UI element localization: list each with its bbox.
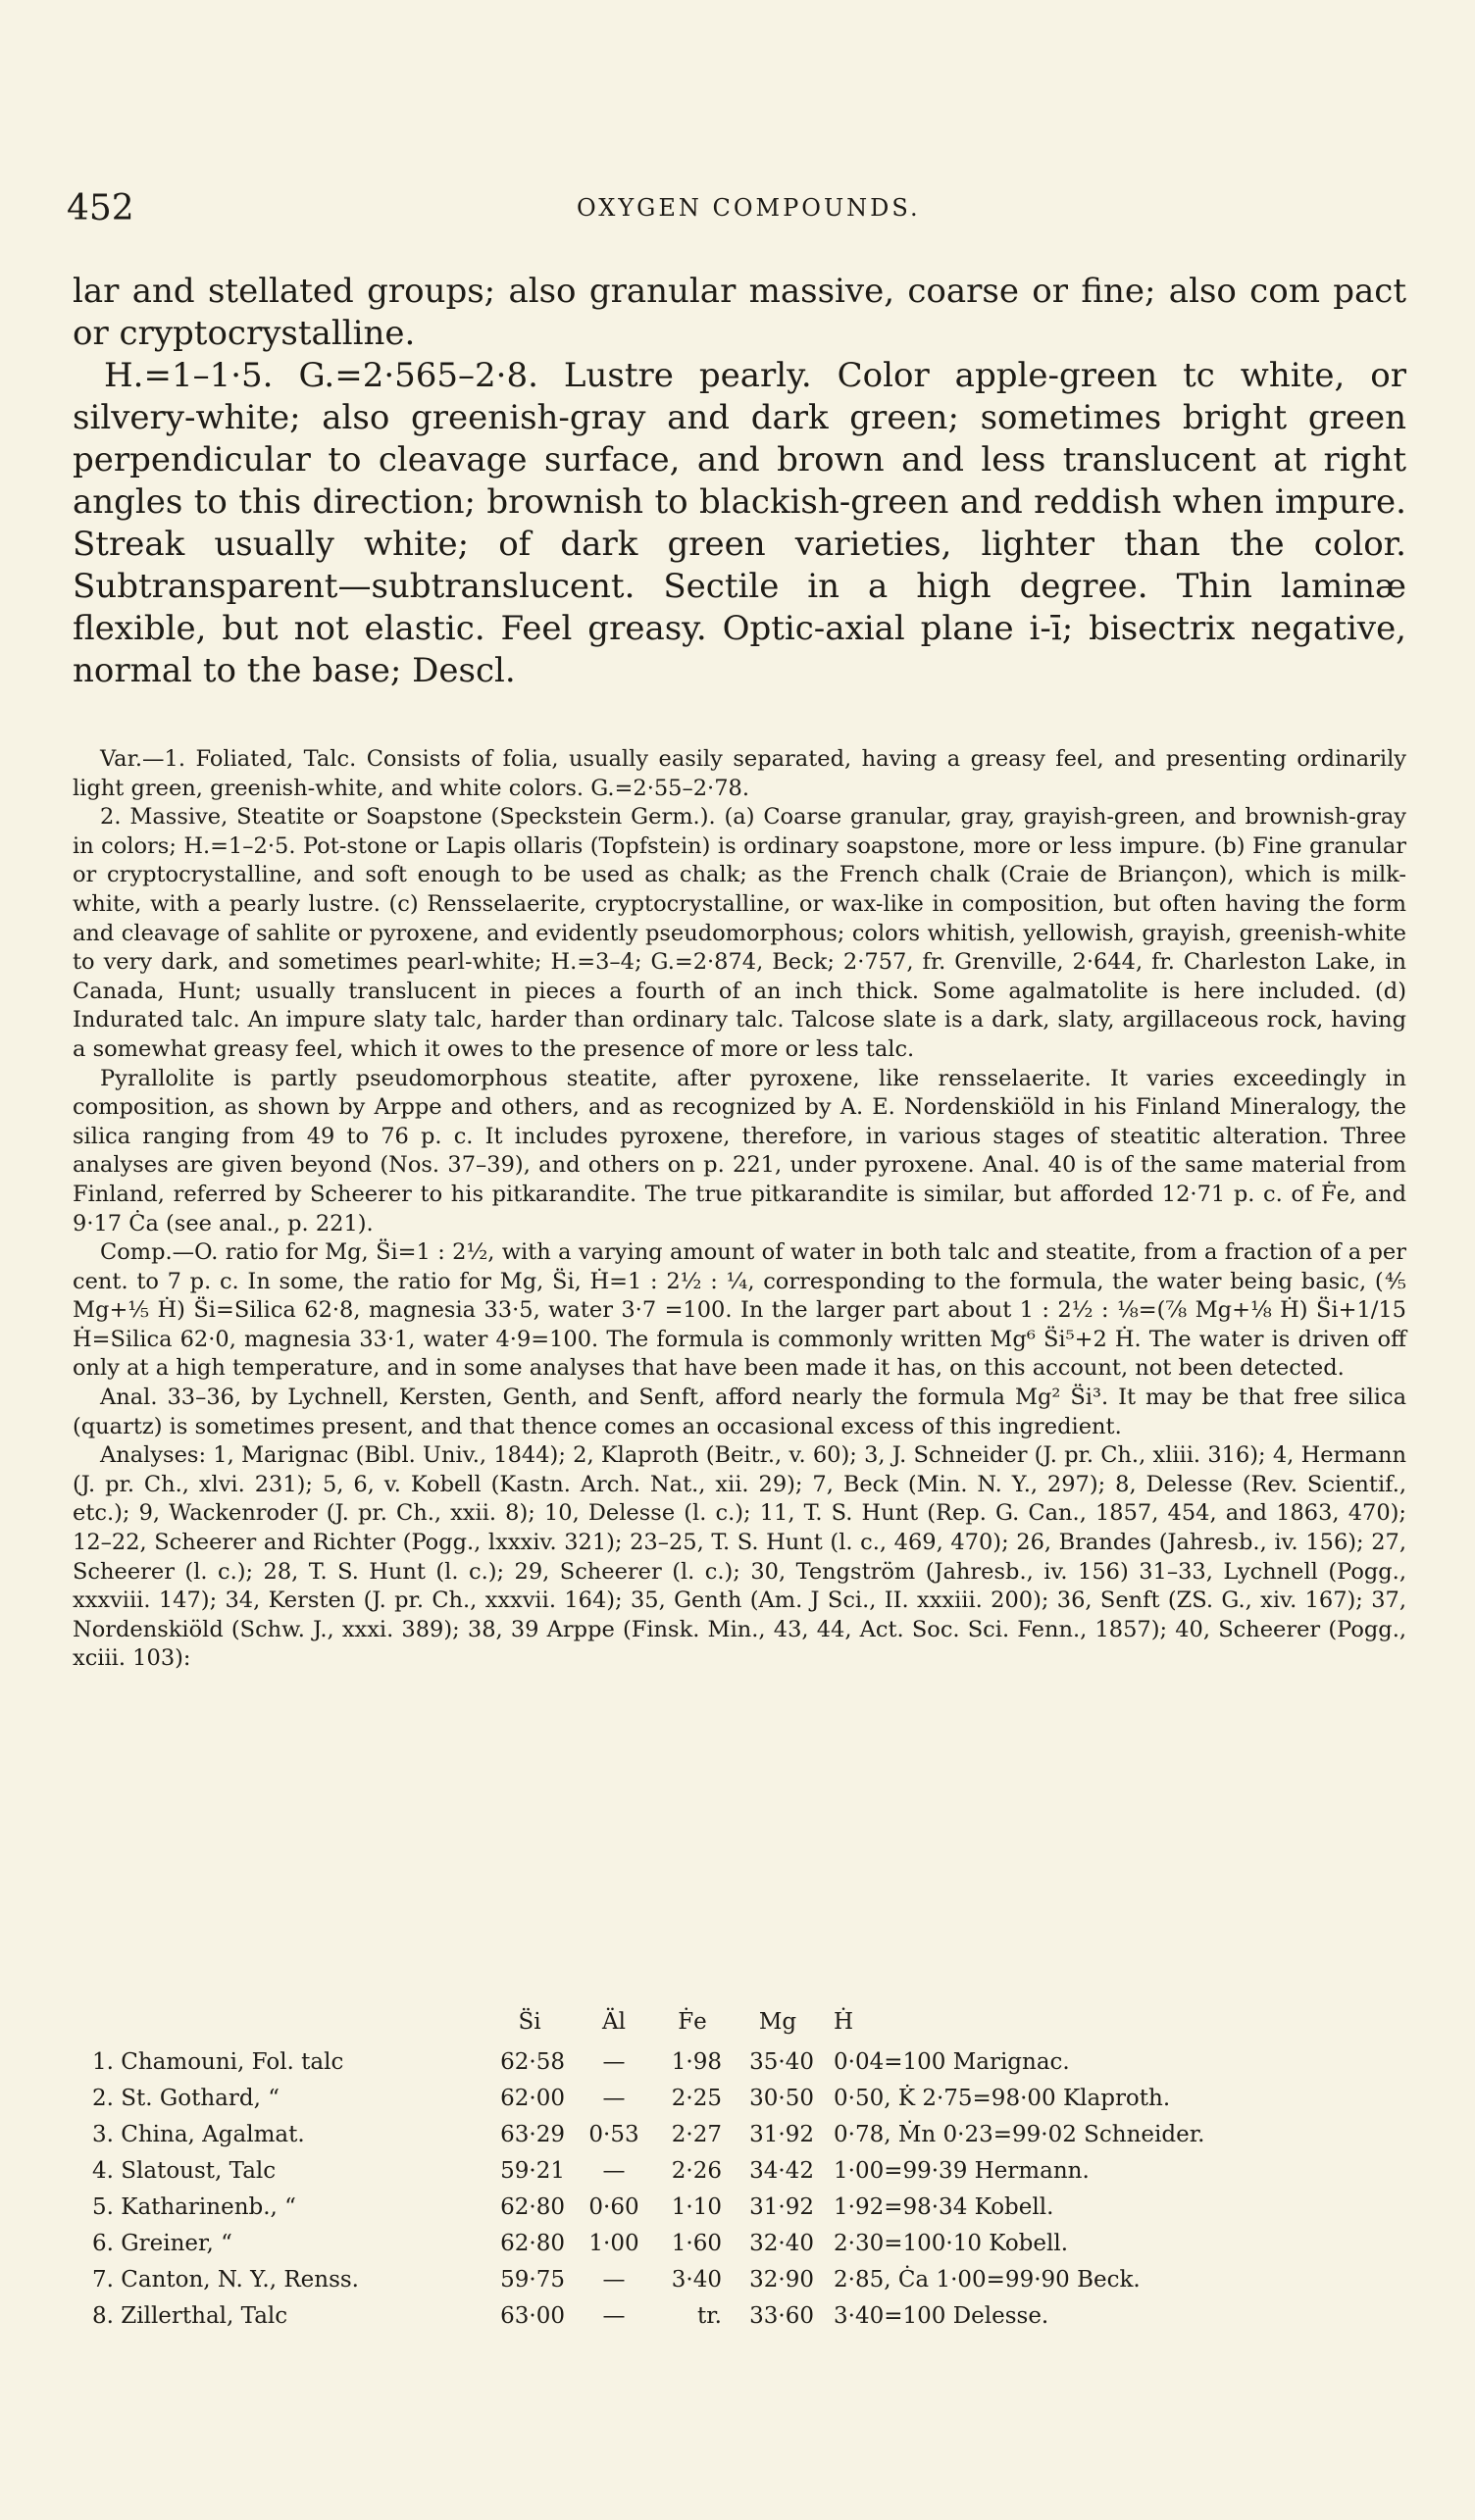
cell-al: 0·53	[588, 2121, 639, 2147]
lead-paragraph: H.=1–1·5. G.=2·565–2·8. Lustre pearly. Color apple-green tc white, or silvery-white; also greenish-gray and dark green; sometimes bright green perpendicular to cleavage surface, and brown and less translucent at right angles to this direction; brownish to blackish-green and reddish when impure. Streak usually white; of dark green varieties, lighter than the color. Subtransparent—subtranslucent. Sectile in a high degree. Thin laminæ flexible, but not elastic. Feel greasy. Optic-axial plane i-ī; bisectrix negative, normal to the base; Descl.	[73, 356, 1406, 690]
table-row	[82, 2225, 1215, 2261]
column-si: S̈i	[518, 2009, 541, 2035]
lead-paragraph: lar and stellated groups; also granular massive, coarse or fine; also com pact or cryptocrystalline.	[73, 272, 1406, 353]
column-al: Äl	[602, 2009, 626, 2035]
cell-al: 1·00	[588, 2230, 639, 2256]
row-label: 3. China, Agalmat.	[92, 2121, 305, 2147]
cell-h: 2·85, Ċa 1·00=99·90 Beck.	[834, 2266, 1141, 2293]
cell-al: —	[602, 2266, 626, 2293]
varieties-paragraph: Var.—1. Foliated, Talc. Consists of folia, usually easily separated, having a greasy feel, and presenting ordinarily light green, greenish-white, and white colors. G.=2·55–2·78.	[73, 746, 1406, 801]
cell-mg: 30·50	[749, 2085, 814, 2111]
cell-fe: 2·25	[671, 2085, 722, 2111]
cell-al: —	[602, 2157, 626, 2184]
cell-mg: 35·40	[749, 2048, 814, 2075]
cell-al: —	[602, 2085, 626, 2111]
row-label: 2. St. Gothard, “	[92, 2085, 280, 2111]
cell-si: 59·21	[500, 2157, 565, 2184]
cell-fe: 1·60	[671, 2230, 722, 2256]
cell-mg: 34·42	[749, 2157, 814, 2184]
analyses-table-header	[82, 2000, 1215, 2043]
cell-al: —	[602, 2048, 626, 2075]
table-row	[82, 2043, 1215, 2080]
cell-h: 1·92=98·34 Kobell.	[834, 2193, 1054, 2220]
cell-h: 0·04=100 Marignac.	[834, 2048, 1070, 2075]
table-row	[82, 2189, 1215, 2225]
row-label: 1. Chamouni, Fol. talc	[92, 2048, 344, 2075]
cell-fe: 3·40	[671, 2266, 722, 2293]
column-fe: Ḟe	[678, 2009, 707, 2035]
cell-si: 62·80	[500, 2193, 565, 2220]
column-mg: Mg	[758, 2009, 797, 2035]
page-number: 452	[67, 188, 134, 228]
massive-paragraph: 2. Massive, Steatite or Soapstone (Speckstein Germ.). (a) Coarse granular, gray, grayish-green, and brownish-gray in colors; H.=1–2·5. Pot-stone or Lapis ollaris (Topfstein) is ordinary soapstone, more or less impure. (b) Fine granular or cryptocrystalline, and soft enough to be used as chalk; as the French chalk (Craie de Briançon), which is milk-white, with a pearly lustre. (c) Rensselaerite, cryptocrystalline, or wax-like in composition, but often having the form and cleavage of sahlite or pyroxene, and evidently pseudomorphous; colors whitish, yellowish, grayish, greenish-white to very dark, and sometimes pearl-white; H.=3–4; G.=2·874, Beck; 2·757, fr. Grenville, 2·644, fr. Charleston Lake, in Canada, Hunt; usually translucent in pieces a fourth of an inch thick. Some agalmatolite is here included. (d) Indurated talc. An impure slaty talc, harder than ordinary talc. Talcose slate is a dark, slaty, argillaceous rock, having a somewhat greasy feel, which it owes to the presence of more or less talc.	[73, 804, 1406, 1062]
table-row	[82, 2297, 1215, 2334]
description-large-text	[73, 271, 1406, 692]
cell-fe: 2·27	[671, 2121, 722, 2147]
cell-h: 1·00=99·39 Hermann.	[834, 2157, 1090, 2184]
table-row	[82, 2116, 1215, 2152]
cell-h: 0·50, K̇ 2·75=98·00 Klaproth.	[834, 2085, 1171, 2111]
cell-fe: 1·10	[671, 2193, 722, 2220]
cell-h: 2·30=100·10 Kobell.	[834, 2230, 1069, 2256]
row-label: 7. Canton, N. Y., Renss.	[92, 2266, 359, 2293]
cell-al: —	[602, 2302, 626, 2329]
row-label: 5. Katharinenb., “	[92, 2193, 296, 2220]
table-row	[82, 2261, 1215, 2297]
cell-mg: 33·60	[749, 2302, 814, 2329]
cell-si: 62·58	[500, 2048, 565, 2075]
cell-mg: 32·40	[749, 2230, 814, 2256]
composition-paragraph: Comp.—O. ratio for Mg, S̈i=1 : 2½, with a varying amount of water in both talc and steatite, from a fraction of a per cent. to 7 p. c. In some, the ratio for Mg, S̈i, Ḣ=1 : 2½ : ¼, corresponding to the formula, the water being basic, (⅘ Mg+⅕ Ḣ) S̈i=Silica 62·8, magnesia 33·5, water 3·7 =100. In the larger part about 1 : 2½ : ⅛=(⅞ Mg+⅛ Ḣ) S̈i+1/15 Ḣ=Silica 62·0, magnesia 33·1, water 4·9=100. The formula is commonly written Mg⁶ S̈i⁵+2 Ḣ. The water is driven off only at a high temperature, and in some analyses that have been made it has, on this account, not been detected.	[73, 1239, 1406, 1382]
cell-mg: 32·90	[749, 2266, 814, 2293]
page-header	[67, 188, 1420, 237]
cell-si: 62·00	[500, 2085, 565, 2111]
analyses-references-paragraph: Analyses: 1, Marignac (Bibl. Univ., 1844); 2, Klaproth (Beitr., v. 60); 3, J. Schneider (J. pr. Ch., xliii. 316); 4, Hermann (J. pr. Ch., xlvi. 231); 5, 6, v. Kobell (Kastn. Arch. Nat., xii. 29); 7, Beck (Min. N. Y., 297); 8, Delesse (Rev. Scientif., etc.); 9, Wackenroder (J. pr. Ch., xxii. 8); 10, Delesse (l. c.); 11, T. S. Hunt (Rep. G. Can., 1857, 454, and 1863, 470); 12–22, Scheerer and Richter (Pogg., lxxxiv. 321); 23–25, T. S. Hunt (l. c., 469, 470); 26, Brandes (Jahresb., iv. 156); 27, Scheerer (l. c.); 28, T. S. Hunt (l. c.); 29, Scheerer (l. c.); 30, Tengström (Jahresb., iv. 156) 31–33, Lychnell (Pogg., xxxviii. 147); 34, Kersten (J. pr. Ch., xxxvii. 164); 35, Genth (Am. J Sci., II. xxxiii. 200); 36, Senft (ZS. G., xiv. 167); 37, Nordenskiöld (Schw. J., xxxi. 389); 38, 39 Arppe (Finsk. Min., 43, 44, Act. Soc. Sci. Fenn., 1857); 40, Scheerer (Pogg., xciii. 103):	[73, 1442, 1406, 1672]
cell-mg: 31·92	[749, 2193, 814, 2220]
cell-si: 63·29	[500, 2121, 565, 2147]
analyses-table	[82, 2000, 1215, 2334]
cell-mg: 31·92	[749, 2121, 814, 2147]
cell-si: 63·00	[500, 2302, 565, 2329]
cell-fe: 2·26	[671, 2157, 722, 2184]
cell-h: 3·40=100 Delesse.	[834, 2302, 1049, 2329]
cell-fe: tr.	[696, 2302, 722, 2329]
row-label: 8. Zillerthal, Talc	[92, 2302, 288, 2329]
row-label: 4. Slatoust, Talc	[92, 2157, 277, 2184]
cell-fe: 1·98	[671, 2048, 722, 2075]
table-row	[82, 2080, 1215, 2116]
pyrallolite-paragraph: Pyrallolite is partly pseudomorphous steatite, after pyroxene, like rensselaerite. It varies exceedingly in composition, as shown by Arppe and others, and as recognized by A. E. Nordenskiöld in his Finland Mineralogy, the silica ranging from 49 to 76 p. c. It includes pyroxene, therefore, in various stages of steatitic alteration. Three analyses are given beyond (Nos. 37–39), and others on p. 221, under pyroxene. Anal. 40 is of the same material from Finland, referred by Scheerer to his pitkarandite. The true pitkarandite is similar, but afforded 12·71 p. c. of Ḟe, and 9·17 Ċa (see anal., p. 221).	[73, 1065, 1406, 1236]
table-row	[82, 2152, 1215, 2189]
row-label: 6. Greiner, “	[92, 2230, 232, 2256]
varieties-and-composition-text	[73, 745, 1406, 1674]
column-h: Ḣ	[834, 2009, 854, 2035]
analyses-note-paragraph: Anal. 33–36, by Lychnell, Kersten, Genth, and Senft, afford nearly the formula Mg² S̈i³. It may be that free silica (quartz) is sometimes present, and that thence comes an occasional excess of this ingredient.	[73, 1385, 1406, 1439]
cell-si: 62·80	[500, 2230, 565, 2256]
running-title: OXYGEN COMPOUNDS.	[577, 194, 921, 222]
cell-al: 0·60	[588, 2193, 639, 2220]
cell-si: 59·75	[500, 2266, 565, 2293]
cell-h: 0·78, Ṁn 0·23=99·02 Schneider.	[834, 2121, 1205, 2147]
